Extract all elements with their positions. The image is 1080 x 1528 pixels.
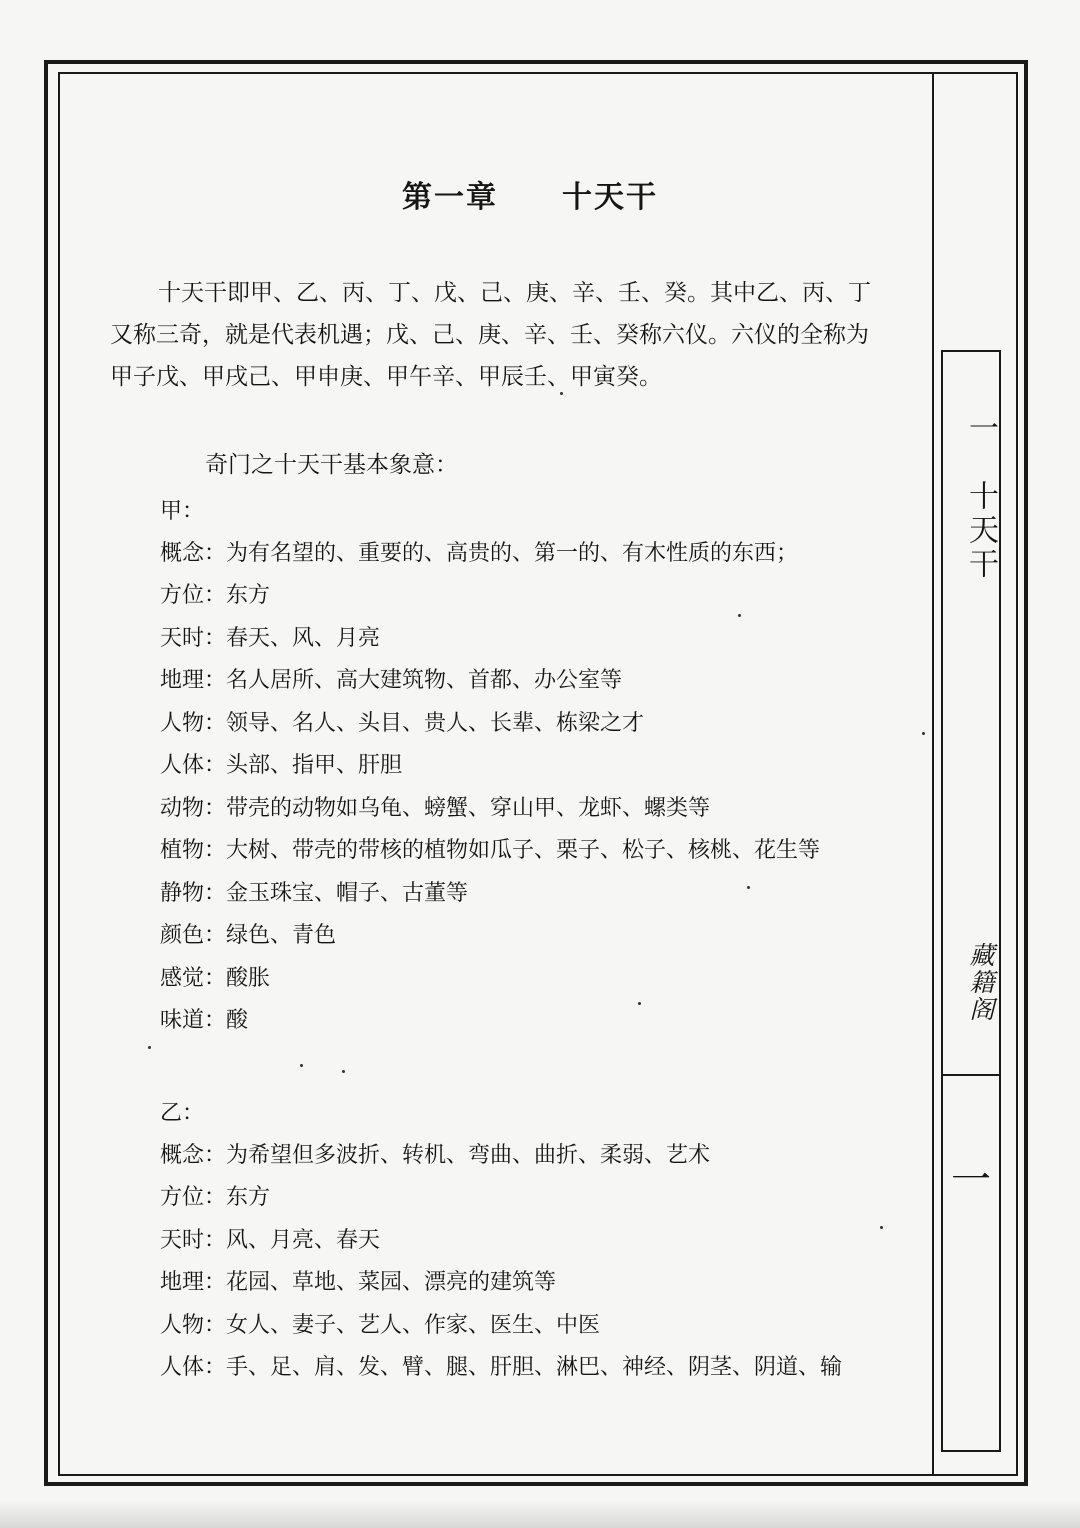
intro-line: 又称三奇，就是代表机遇；戊、己、庚、辛、壬、癸称六仪。六仪的全称为 [110,322,869,348]
item-key: 人体： [160,753,227,779]
item-value: 女人、妻子、艺人、作家、医生、中医 [226,1312,601,1338]
item-key: 地理： [160,1270,227,1296]
list-item [160,913,920,956]
item-value: 金玉珠宝、帽子、古董等 [226,880,469,906]
item-value: 手、足、肩、发、臂、腿、肝胆、淋巴、神经、阴茎、阴道、输 [226,1355,843,1381]
item-key: 天时： [160,1227,227,1253]
intro-paragraph [110,272,900,398]
list-item [160,955,920,998]
item-value: 春天、风、月亮 [226,625,381,651]
intro-line: 甲子戊、甲戌己、甲申庚、甲午辛、甲辰壬、甲寅癸。 [110,364,662,390]
item-value: 东方 [226,1185,271,1211]
scan-speck [560,392,563,395]
stem-name: 甲： [160,498,205,524]
list-item [160,1175,920,1218]
stem-block-jia [160,488,920,1040]
section-heading: 奇门之十天干基本象意： [205,452,458,478]
item-key: 人体： [160,1355,227,1381]
item-key: 静物： [160,880,227,906]
list-item [160,658,920,701]
item-key: 颜色： [160,923,227,949]
scan-speck [342,1070,345,1073]
list-item [160,615,920,658]
item-key: 地理： [160,668,227,694]
list-item [160,573,920,616]
stem-name: 乙： [160,1100,205,1126]
item-key: 植物： [160,838,227,864]
list-item [160,743,920,786]
item-key: 概念： [160,540,227,566]
item-value: 为希望但多波折、转机、弯曲、曲折、柔弱、艺术 [226,1142,711,1168]
item-key: 方位： [160,1185,227,1211]
scan-speck [638,1002,641,1005]
book-ear-rule [941,1074,1001,1076]
list-item [160,1217,920,1260]
press-name: 藏籍阁 [966,942,995,1023]
item-value: 风、月亮、春天 [226,1227,381,1253]
page-number: 一 [951,1157,991,1203]
item-key: 味道： [160,1008,227,1034]
item-value: 领导、名人、头目、贵人、长辈、栋梁之才 [226,710,645,736]
scan-speck [738,614,741,617]
list-item [160,530,920,573]
item-key: 方位： [160,583,227,609]
item-key: 动物： [160,795,227,821]
item-value: 为有名望的、重要的、高贵的、第一的、有木性质的东西； [226,540,799,566]
item-key: 天时： [160,625,227,651]
list-item [160,1345,920,1388]
list-item [160,785,920,828]
list-item [160,870,920,913]
list-item [160,828,920,871]
stem-block-yi [160,1090,920,1387]
item-value: 名人居所、高大建筑物、首都、办公室等 [226,668,623,694]
item-value: 酸 [226,1008,249,1034]
list-item [160,700,920,743]
list-item [160,1132,920,1175]
list-item [160,1302,920,1345]
scan-speck [922,732,925,735]
item-value: 花园、草地、菜园、漂亮的建筑等 [226,1270,557,1296]
list-item [160,998,920,1041]
scan-speck [880,1226,883,1229]
item-key: 人物： [160,1312,227,1338]
item-value: 东方 [226,583,271,609]
item-value: 头部、指甲、肝胆 [226,753,403,779]
item-key: 感觉： [160,965,227,991]
intro-line: 十天干即甲、乙、丙、丁、戊、己、庚、辛、壬、癸。其中乙、丙、丁 [158,280,871,306]
scan-speck [300,1064,303,1067]
scan-shadow [0,1500,1080,1528]
list-item [160,1260,920,1303]
scan-speck [747,886,750,889]
item-value: 酸胀 [226,965,271,991]
item-value: 绿色、青色 [226,923,337,949]
item-value: 带壳的动物如乌龟、螃蟹、穿山甲、龙虾、螺类等 [226,795,711,821]
chapter-title: 第一章 十天干 [402,180,658,215]
margin-divider [932,72,934,1476]
running-chapter-label: 一 十天干 [963,412,998,582]
item-key: 人物： [160,710,227,736]
item-value: 大树、带壳的带核的植物如瓜子、栗子、松子、核桃、花生等 [226,838,821,864]
item-key: 概念： [160,1142,227,1168]
scan-speck [148,1046,151,1049]
